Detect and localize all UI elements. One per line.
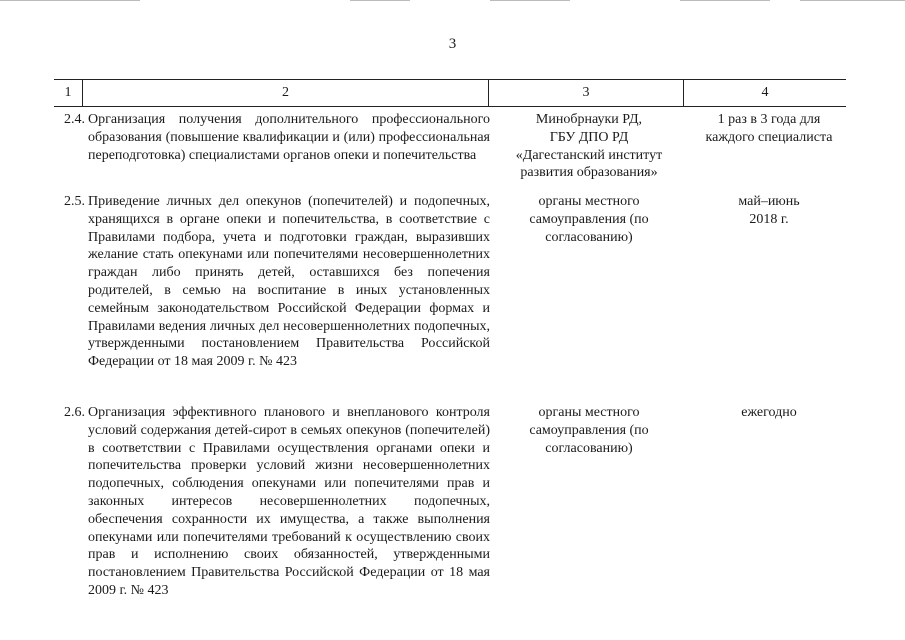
responsible-line: самоуправления (по	[529, 422, 649, 438]
term-line: 2018 г.	[749, 211, 789, 227]
responsible-line: органы местного	[538, 194, 640, 209]
column-header-3: 3	[489, 80, 684, 106]
term-line: ежегодно	[741, 405, 797, 420]
row-description: Организация получения дополнительного профессионального образования (повышение квалификации и (или) профессиональная переподготовка) специалистами органов опеки и попечительства	[88, 112, 490, 163]
responsible-line: самоуправления (по	[529, 211, 649, 227]
term-line: каждого специалиста	[705, 129, 833, 145]
responsible-line: ГБУ ДПО РД	[549, 129, 629, 145]
responsible-line: «Дагестанский институт	[515, 147, 663, 163]
column-header-4: 4	[761, 85, 769, 100]
table-header	[54, 79, 846, 107]
responsible-line: Минобрнауки РД,	[535, 112, 643, 127]
row-number: 2.4.	[64, 112, 85, 127]
responsible-line: согласованию)	[545, 440, 633, 456]
row-responsible	[514, 404, 664, 457]
scan-top-edge	[0, 0, 905, 3]
responsible-line: согласованию)	[545, 229, 633, 245]
row-responsible	[514, 193, 664, 246]
page-number: 3	[448, 36, 457, 52]
row-term	[694, 111, 844, 147]
row-description: Приведение личных дел опекунов (попечителей) и подопечных, хранящихся в органе опеки и попечительства, в соответствие с Правилами подбора, учета и подготовки граждан, выразивших желание стать опекунами или попечителями несовершеннолетних граждан либо принять детей, оставшихся без попечения родителей, в семью на воспитание в иных установленных семейным законодательством Российской Федерации формах и Правилами ведения личных дел несовершеннолетних подопечных, утвержденными постановлением Правительства Российской Федерации от 18 мая 2009 г. № 423	[88, 194, 490, 370]
row-description: Организация эффективного планового и внепланового контроля условий содержания детей-сирот в семьях опекунов (попечителей) в соответствии с Правилами осуществления органами опеки и попечительства проверки условий жизни несовершеннолетних подопечных, соблюдения опекунами или попечителями прав и законных интересов несовершеннолетних подопечных, обеспечения сохранности их имущества, а также выполнения опекунами или попечителями требований к осуществлению своих прав и исполнению своих обязанностей, утвержденными постановлением Правительства Российской Федерации от 18 мая 2009 г. № 423	[88, 405, 490, 598]
row-number: 2.6.	[64, 405, 85, 420]
term-line: 1 раз в 3 года для	[717, 112, 821, 127]
row-responsible	[514, 111, 664, 182]
row-term	[694, 193, 844, 229]
row-number: 2.5.	[64, 194, 85, 209]
column-header-2: 2	[83, 80, 489, 106]
responsible-line: развития образования»	[520, 165, 658, 181]
term-line: май–июнь	[738, 194, 800, 209]
column-header-1: 1	[54, 80, 83, 106]
responsible-line: органы местного	[538, 405, 640, 420]
row-term	[694, 404, 844, 422]
